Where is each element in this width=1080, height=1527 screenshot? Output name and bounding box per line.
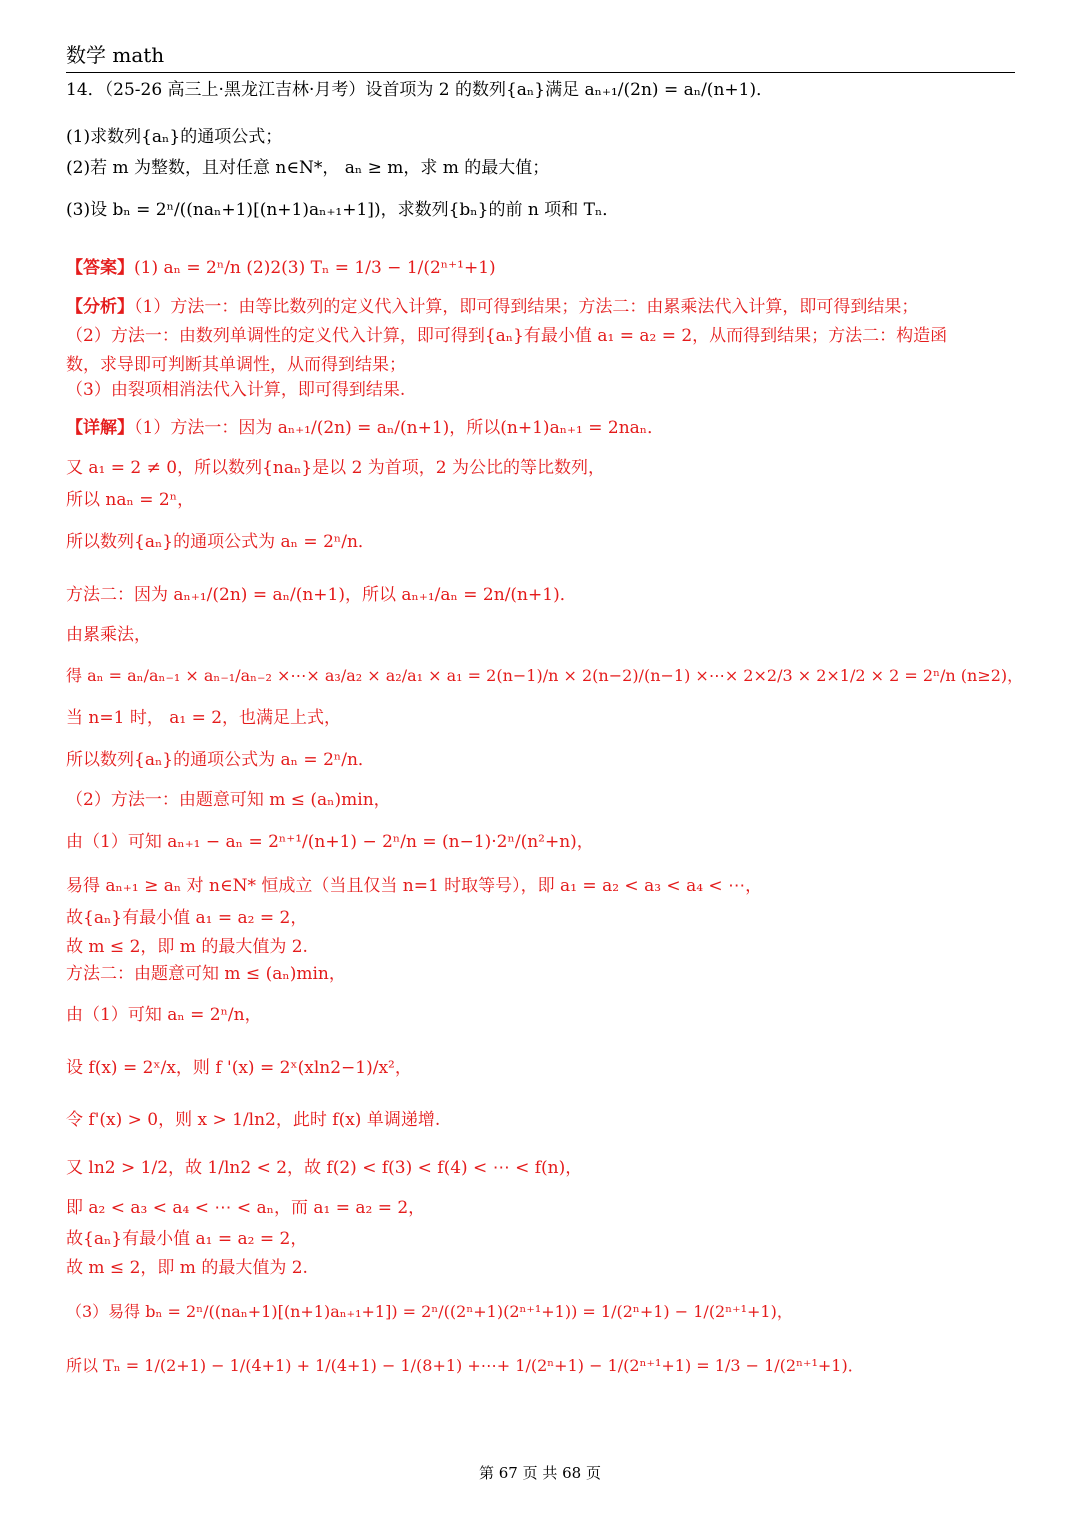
question-part1: (1)求数列{aₙ}的通项公式； [66,127,283,147]
question-part2: (2)若 m 为整数，且对任意 n∈N*， aₙ ≥ m，求 m 的最大值； [66,158,550,178]
detail-line-22: 故 m ≤ 2，即 m 的最大值为 2. [66,1258,308,1278]
page-header [66,40,1015,73]
detail-line-12: 易得 aₙ₊₁ ≥ aₙ 对 n∈N* 恒成立（当且仅当 n=1 时取等号），即 a₁ = a₂ < a₃ < a₄ < ⋯， [66,876,763,896]
detail-line-3: 所以 naₙ = 2ⁿ， [66,490,195,510]
detail-line-20: 即 a₂ < a₃ < a₄ < ⋯ < aₙ，而 a₁ = a₂ = 2， [66,1198,426,1218]
answer-text: (1) aₙ = 2ⁿ/n (2)2(3) Tₙ = 1/3 − 1/(2ⁿ⁺¹+1) [134,258,496,278]
detail-label: 【详解】 [66,418,134,438]
question-stem-text: （25-26 高三上·黑龙江吉林·月考）设首项为 2 的数列{aₙ}满足 aₙ₊₁/(2n) = aₙ/(n+1)． [104,80,774,100]
detail-line-2: 又 a₁ = 2 ≠ 0，所以数列{naₙ}是以 2 为首项，2 为公比的等比数列， [66,458,606,478]
answer-line [66,258,496,278]
detail-line-23: （3）易得 bₙ = 2ⁿ/((naₙ+1)[(n+1)aₙ₊₁+1]) = 2ⁿ/((2ⁿ+1)(2ⁿ⁺¹+1)) = 1/(2ⁿ+1) − 1/(2ⁿ⁺¹+1)， [66,1302,793,1321]
answer-label: 【答案】 [66,258,134,278]
detail-line-15: 方法二：由题意可知 m ≤ (aₙ)min， [66,964,346,984]
detail-line-24: 所以 Tₙ = 1/(2+1) − 1/(4+1) + 1/(4+1) − 1/(8+1) +⋯+ 1/(2ⁿ+1) − 1/(2ⁿ⁺¹+1) = 1/3 − 1/(2ⁿ⁺¹+1)． [66,1356,864,1375]
page-footer: 第 67 页 共 68 页 [478,1464,601,1482]
analysis-label: 【分析】 [66,297,134,317]
detail-line-6: 由累乘法， [66,625,151,645]
detail-line-9: 所以数列{aₙ}的通项公式为 aₙ = 2ⁿ/n． [66,750,375,770]
detail-line-16: 由（1）可知 aₙ = 2ⁿ/n， [66,1005,262,1025]
question-number: 14． [66,80,105,100]
analysis-line-3: 数，求导即可判断其单调性，从而得到结果； [66,355,406,375]
detail-line-4: 所以数列{aₙ}的通项公式为 aₙ = 2ⁿ/n． [66,532,375,552]
analysis-text-1: （1）方法一：由等比数列的定义代入计算，即可得到结果；方法二：由累乘法代入计算，即可得到结果； [134,297,919,317]
detail-line-21: 故{aₙ}有最小值 a₁ = a₂ = 2， [66,1229,308,1249]
detail-line-11: 由（1）可知 aₙ₊₁ − aₙ = 2ⁿ⁺¹/(n+1) − 2ⁿ/n = (n−1)·2ⁿ/(n²+n)， [66,832,594,852]
analysis-line-2: （2）方法一：由数列单调性的定义代入计算，即可得到{aₙ}有最小值 a₁ = a₂ = 2，从而得到结果；方法二：构造函 [66,326,948,346]
detail-line-8: 当 n=1 时， a₁ = 2，也满足上式， [66,708,342,728]
question-stem [66,80,773,100]
analysis-line-1 [66,297,918,317]
detail-line-19: 又 ln2 > 1/2，故 1/ln2 < 2，故 f(2) < f(3) < f(4) < ⋯ < f(n)， [66,1158,583,1178]
detail-line-7: 得 aₙ = aₙ/aₙ₋₁ × aₙ₋₁/aₙ₋₂ ×⋯× a₃/a₂ × a₂/a₁ × a₁ = 2(n−1)/n × 2(n−2)/(n−1) ×⋯× 2×2/3 × 2×1/2 × 2 = 2ⁿ/n (n≥2)， [66,666,1024,685]
header-title: 数学 math [66,43,165,67]
question-part3: (3)设 bₙ = 2ⁿ/((naₙ+1)[(n+1)aₙ₊₁+1])，求数列{bₙ}的前 n 项和 Tₙ． [66,200,620,220]
detail-line-1 [66,418,664,438]
detail-text-1: （1）方法一：因为 aₙ₊₁/(2n) = aₙ/(n+1)，所以(n+1)aₙ₊₁ = 2naₙ． [134,418,665,438]
detail-line-10: （2）方法一：由题意可知 m ≤ (aₙ)min， [66,790,391,810]
detail-line-13: 故{aₙ}有最小值 a₁ = a₂ = 2， [66,908,308,928]
detail-line-18: 令 f'(x) > 0，则 x > 1/ln2，此时 f(x) 单调递增. [66,1110,441,1130]
detail-line-17: 设 f(x) = 2ˣ/x，则 f '(x) = 2ˣ(xln2−1)/x²， [66,1058,412,1078]
detail-line-5: 方法二：因为 aₙ₊₁/(2n) = aₙ/(n+1)，所以 aₙ₊₁/aₙ = 2n/(n+1)． [66,585,577,605]
detail-line-14: 故 m ≤ 2，即 m 的最大值为 2. [66,937,308,957]
analysis-line-4: （3）由裂项相消法代入计算，即可得到结果. [66,380,406,400]
